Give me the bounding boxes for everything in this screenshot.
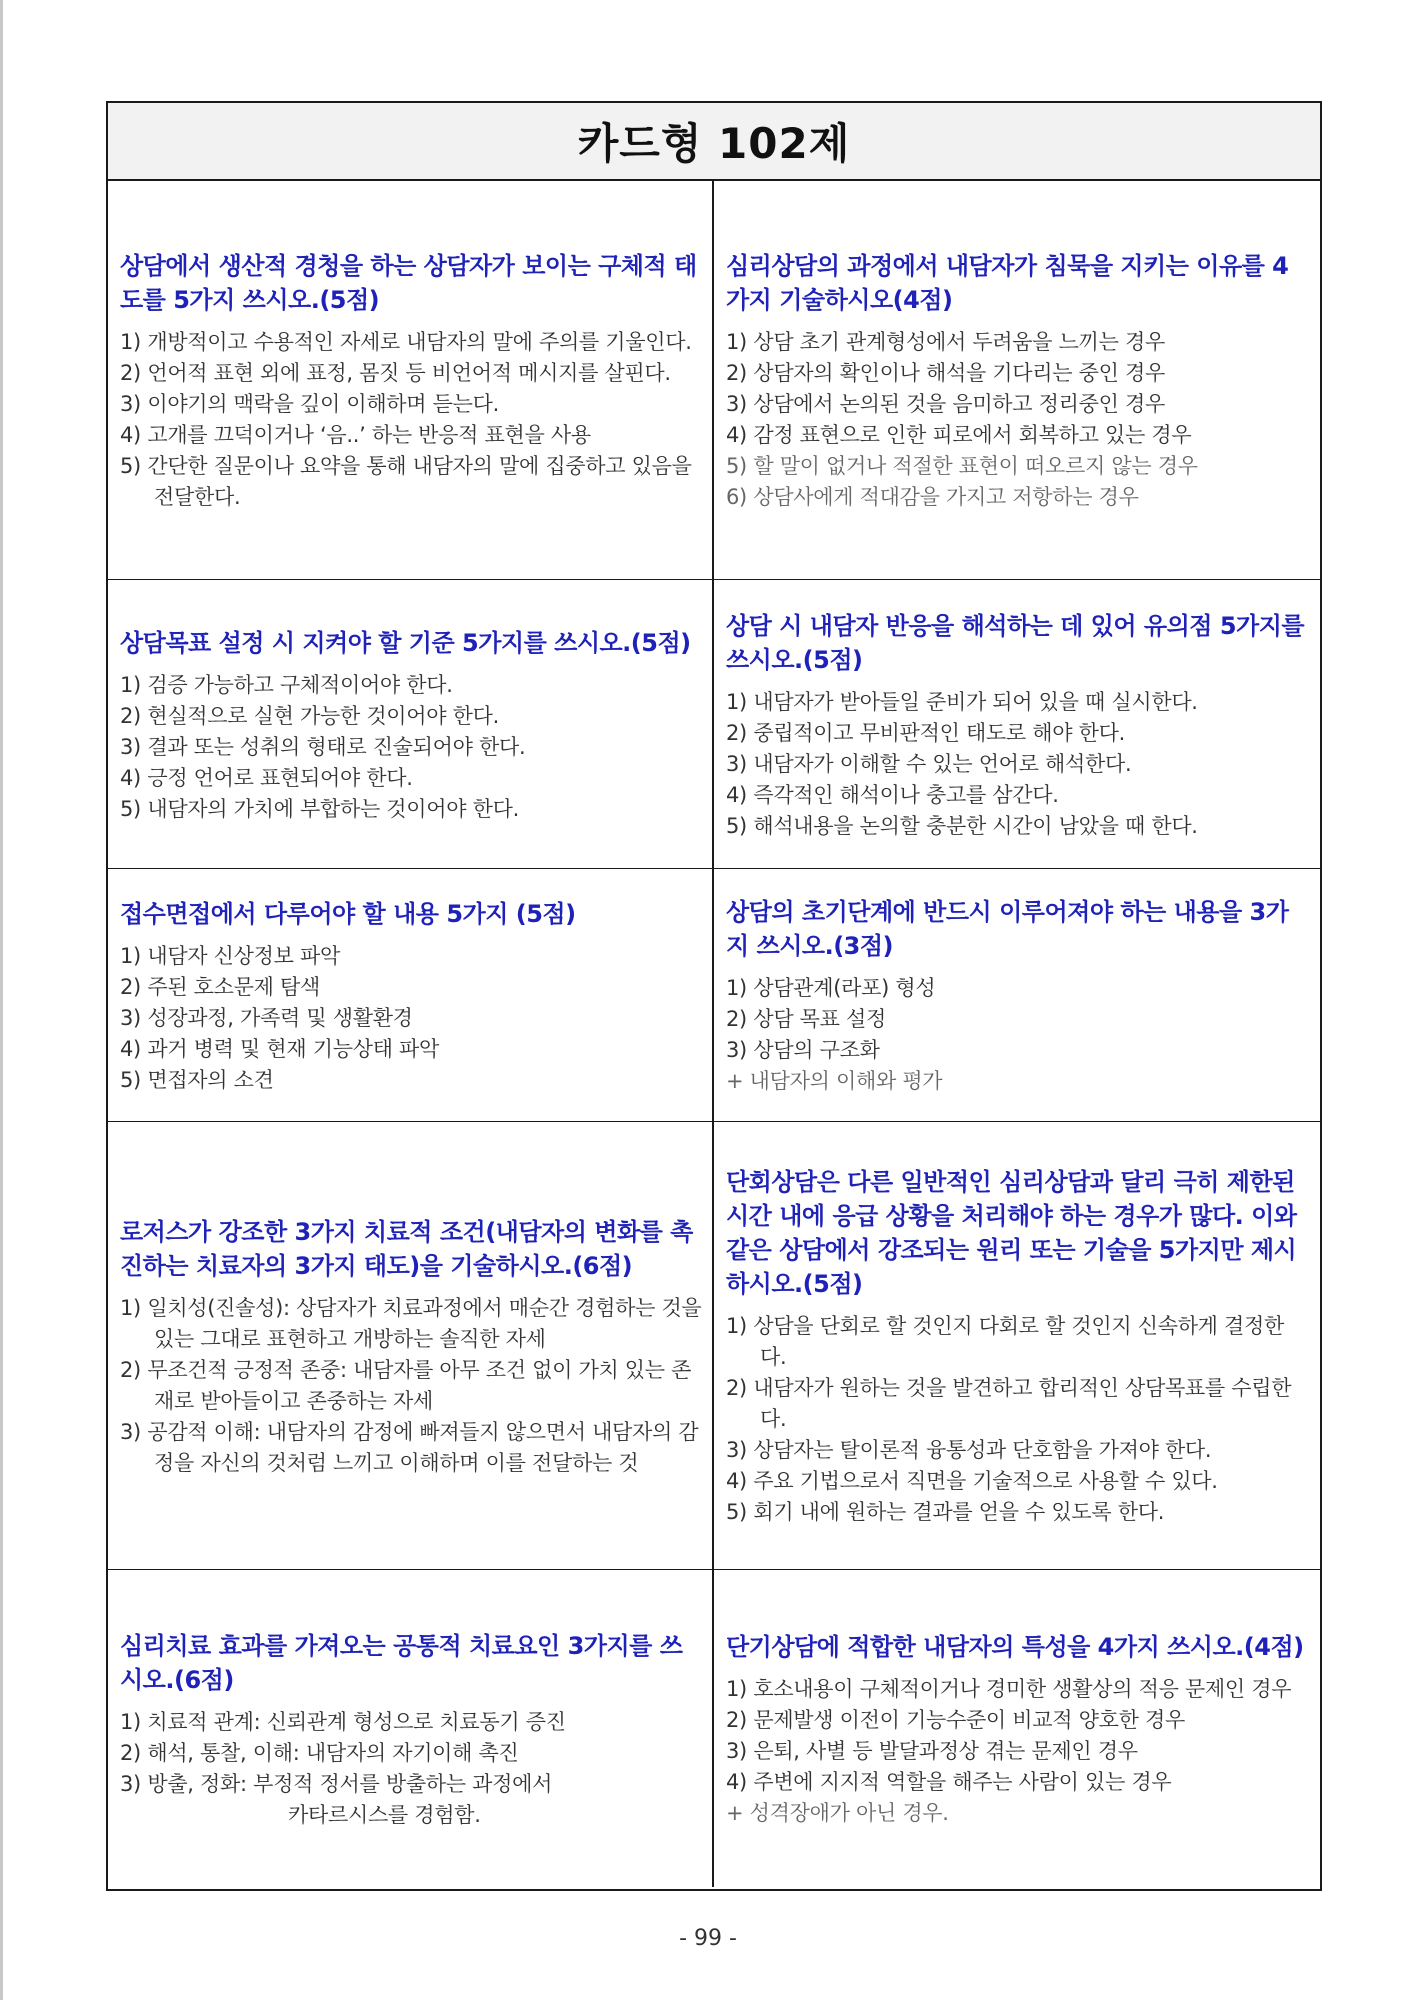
answer-item: 3) 공감적 이해: 내담자의 감정에 빠져들지 않으면서 내담자의 감정을 자신의 것처럼 느끼고 이해하며 이를 전달하는 것	[120, 1419, 699, 1475]
answer-item: 1) 치료적 관계: 신뢰관계 형성으로 치료동기 증진	[120, 1709, 566, 1734]
answer-item: 4) 고개를 끄덕이거나 ‘음..’ 하는 반응적 표현을 사용	[120, 423, 591, 447]
answer-item: 4) 주변에 지지적 역할을 해주는 사람이 있는 경우	[726, 1770, 1172, 1794]
answer-item: 4) 과거 병력 및 현재 기능상태 파악	[120, 1036, 440, 1061]
answer-item: 1) 호소내용이 구체적이거나 경미한 생활상의 적응 문제인 경우	[726, 1677, 1292, 1701]
card-silence-reasons	[714, 181, 1320, 579]
page-edge	[0, 0, 3, 2000]
answer-item-extra: 6) 상담사에게 적대감을 가지고 저항하는 경우	[726, 485, 1139, 509]
answer-list	[726, 687, 1310, 842]
answer-item: 3) 성장과정, 가족력 및 생활환경	[120, 1005, 413, 1030]
answer-item: 2) 상담 목표 설정	[726, 1007, 886, 1031]
card-initial-stage	[714, 868, 1320, 1121]
card-question: 심리상담의 과정에서 내담자가 침묵을 지키는 이유를 4가지 기술하시오(4점)	[726, 252, 1289, 314]
card-question: 상담의 초기단계에 반드시 이루어져야 하는 내용을 3가지 쓰시오.(3점)	[726, 898, 1289, 960]
answer-item: 5) 내담자의 가치에 부합하는 것이어야 한다.	[120, 796, 519, 821]
answer-item-continuation: 카타르시스를 경험함.	[288, 1802, 481, 1827]
answer-list	[120, 670, 702, 825]
answer-item: 3) 상담자는 탈이론적 융통성과 단호함을 가져야 한다.	[726, 1438, 1212, 1462]
answer-item: 2) 주된 호소문제 탐색	[120, 974, 320, 999]
answer-item: 3) 결과 또는 성취의 형태로 진술되어야 한다.	[120, 734, 526, 759]
answer-item: 2) 문제발생 이전이 기능수준이 비교적 양호한 경우	[726, 1708, 1185, 1732]
card-question: 상담목표 설정 시 지켜야 할 기준 5가지를 쓰시오.(5점)	[120, 628, 691, 657]
answer-item: 1) 일치성(진솔성): 상담자가 치료과정에서 매순간 경험하는 것을 있는 그대로 표현하고 개방하는 솔직한 자세	[120, 1295, 702, 1351]
answer-item: 1) 내담자 신상정보 파악	[120, 943, 340, 968]
answer-item: 2) 무조건적 긍정적 존중: 내담자를 아무 조건 없이 가치 있는 존재로 받아들이고 존중하는 자세	[120, 1357, 692, 1413]
answer-item: 3) 방출, 정화: 부정적 정서를 방출하는 과정에서	[120, 1771, 553, 1796]
card-question: 로저스가 강조한 3가지 치료적 조건(내담자의 변화를 촉진하는 치료자의 3가지 태도)을 기술하시오.(6점)	[120, 1217, 693, 1280]
card-rogers-conditions	[108, 1121, 714, 1569]
answer-item: 1) 검증 가능하고 구체적이어야 한다.	[120, 672, 453, 697]
answer-item: 5) 간단한 질문이나 요약을 통해 내담자의 말에 집중하고 있음을 전달한다.	[120, 454, 692, 509]
answer-item: 2) 내담자가 원하는 것을 발견하고 합리적인 상담목표를 수립한다.	[726, 1376, 1292, 1431]
card-sheet	[106, 101, 1322, 1891]
answer-item: 1) 개방적이고 수용적인 자세로 내담자의 말에 주의를 기울인다.	[120, 330, 692, 354]
answer-item: 4) 즉각적인 해석이나 충고를 삼간다.	[726, 782, 1059, 807]
answer-item: 5) 면접자의 소견	[120, 1067, 274, 1092]
answer-list	[726, 1311, 1310, 1528]
card-listening-attitude	[108, 181, 714, 579]
answer-item: 5) 해석내용을 논의할 충분한 시간이 남았을 때 한다.	[726, 813, 1198, 838]
answer-item: 3) 상담에서 논의된 것을 음미하고 정리중인 경우	[726, 392, 1165, 416]
answer-item: 2) 중립적이고 무비판적인 태도로 해야 한다.	[726, 720, 1125, 745]
answer-item-extra: + 내담자의 이해와 평가	[726, 1069, 943, 1093]
answer-item: 2) 현실적으로 실현 가능한 것이어야 한다.	[120, 703, 499, 728]
answer-item: 4) 주요 기법으로서 직면을 기술적으로 사용할 수 있다.	[726, 1469, 1218, 1493]
answer-item: 3) 내담자가 이해할 수 있는 언어로 해석한다.	[726, 751, 1132, 776]
page-title: 카드형 102제	[577, 119, 851, 168]
answer-list	[726, 973, 1310, 1097]
answer-item: 3) 상담의 구조화	[726, 1038, 880, 1062]
answer-list	[726, 327, 1310, 513]
answer-item: 4) 감정 표현으로 인한 피로에서 회복하고 있는 경우	[726, 423, 1192, 447]
answer-item-extra: + 성격장애가 아닌 경우.	[726, 1801, 949, 1825]
answer-item: 2) 상담자의 확인이나 해석을 기다리는 중인 경우	[726, 361, 1165, 385]
card-brief-counseling-clients	[714, 1569, 1320, 1887]
answer-item: 1) 내담자가 받아들일 준비가 되어 있을 때 실시한다.	[726, 689, 1198, 714]
answer-list	[726, 1674, 1310, 1829]
card-interpretation-cautions	[714, 579, 1320, 868]
card-single-session	[714, 1121, 1320, 1569]
card-question: 상담에서 생산적 경청을 하는 상담자가 보이는 구체적 태도를 5가지 쓰시오.(5점)	[120, 252, 697, 314]
answer-item: 5) 회기 내에 원하는 결과를 얻을 수 있도록 한다.	[726, 1500, 1165, 1524]
answer-list	[120, 327, 702, 513]
card-question: 심리치료 효과를 가져오는 공통적 치료요인 3가지를 쓰시오.(6점)	[120, 1631, 683, 1694]
card-common-factors	[108, 1569, 714, 1887]
answer-item: 3) 이야기의 맥락을 깊이 이해하며 듣는다.	[120, 392, 499, 416]
page-number: - 99 -	[679, 1926, 737, 1951]
answer-item: 1) 상담을 단회로 할 것인지 다회로 할 것인지 신속하게 결정한다.	[726, 1314, 1284, 1369]
answer-list	[120, 1707, 702, 1831]
card-goal-criteria	[108, 579, 714, 868]
card-question: 단기상담에 적합한 내담자의 특성을 4가지 쓰시오.(4점)	[726, 1633, 1304, 1661]
title-header	[108, 103, 1320, 181]
answer-item: 1) 상담 초기 관계형성에서 두려움을 느끼는 경우	[726, 330, 1165, 354]
answer-item-extra: 5) 할 말이 없거나 적절한 표현이 떠오르지 않는 경우	[726, 454, 1198, 478]
card-question: 상담 시 내담자 반응을 해석하는 데 있어 유의점 5가지를 쓰시오.(5점)	[726, 611, 1305, 674]
answer-item: 3) 은퇴, 사별 등 발달과정상 겪는 문제인 경우	[726, 1739, 1138, 1763]
answer-list	[120, 941, 702, 1096]
answer-item: 1) 상담관계(라포) 형성	[726, 976, 936, 1000]
card-intake-interview	[108, 868, 714, 1121]
card-question: 접수면접에서 다루어야 할 내용 5가지 (5점)	[120, 899, 576, 928]
answer-item: 2) 언어적 표현 외에 표정, 몸짓 등 비언어적 메시지를 살핀다.	[120, 361, 671, 385]
card-question: 단회상담은 다른 일반적인 심리상담과 달리 극히 제한된 시간 내에 응급 상황을 처리해야 하는 경우가 많다. 이와 같은 상담에서 강조되는 원리 또는 기술을 5가지만 제시하시오.(5점)	[726, 1168, 1297, 1298]
answer-item: 4) 긍정 언어로 표현되어야 한다.	[120, 765, 413, 790]
answer-item: 2) 해석, 통찰, 이해: 내담자의 자기이해 촉진	[120, 1740, 519, 1765]
answer-list	[120, 1293, 702, 1479]
